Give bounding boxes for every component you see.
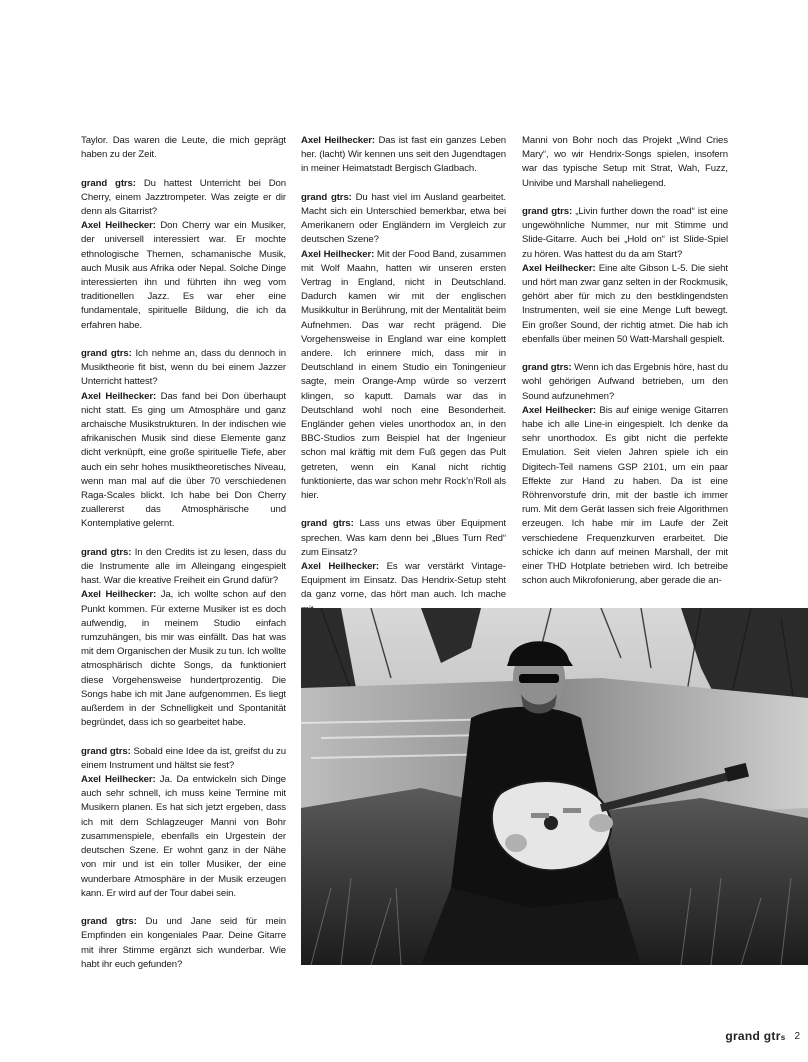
paragraph: Manni von Bohr noch das Projekt „Wind Cries Mary“, wo wir Hendrix-Songs spielen, insofern war das typische Setup mit Strat, Wah, Fuzz, Univibe und Marshall naheliegend. bbox=[522, 135, 728, 189]
answer-text: Mit der Food Band, zusammen mit Wolf Maahn, hatten wir unseren ersten Vertrag in England, nicht in Deutschland. Dadurch kamen wir mit der englischen Musikkultur in Berührung, mit der Mentalität beim Aufnehmen. Das war recht prägend. Die Vorgehensweise in England war eine komplett andere. Ich erinnere mich, dass mir in Deutschland in einem Studio ein Toningenieur sagte, mein Orange-Amp würde so verzerrt klingen, so kaputt. Damals war das in Deutschland wohl noch eine Besonderheit. Engländer gehen vieles unorthodox an, in den BBC-Studios zum Beispiel hat der Ingenieur schon mal kräftig mit dem Fuß gegen das Pult getreten, wenn ein Kanal nicht richtig funktionierte, das war schon mehr Rock’n’Roll als hier. bbox=[301, 248, 506, 502]
interview-block bbox=[301, 134, 506, 177]
answer-text: Bis auf einige wenige Gitarren habe ich alle Line-in eingespielt. Ich denke da sehr unorthodox. Es gibt nicht die perfekte Emulation. Seit vielen Jahren spiele ich ein Digitech-Teil namens GSP 2101, um ein paar Effekte zur Hand zu haben. Da ist eine Röhrenvorstufe drin, mit der bastle ich immer rum. Mit dem Gerät lassen sich freie Algorithmen erzeugen. Ich habe mir im Laufe der Zeit verschiedene Frequenzkurven erarbeitet. Die schicke ich dann auf meinen Marshall, der mit einer THD Hotplate betrieben wird. Ich betreibe schon auch Mikrofonierung, aber gerade die an- bbox=[522, 404, 728, 587]
question-text: Du hattest Unterricht bei Don Cherry, einem Jazztrompeter. Was zeigte er dir denn als Gitarrist? bbox=[81, 177, 286, 217]
interviewer-label: grand gtrs: bbox=[301, 191, 352, 203]
question-text: Sobald eine Idee da ist, greifst du zu einem Instrument und hältst sie fest? bbox=[81, 745, 286, 771]
interviewer-label: grand gtrs: bbox=[81, 348, 132, 360]
interview-block bbox=[81, 546, 286, 731]
question-text: Ich nehme an, dass du dennoch in Musiktheorie fit bist, wenn du bei einem Jazzer Unterricht hattest? bbox=[81, 348, 286, 388]
interviewer-label: grand gtrs: bbox=[81, 177, 136, 189]
interviewer-label: grand gtrs: bbox=[522, 206, 573, 217]
magazine-logo: grand gtrs bbox=[725, 1029, 786, 1043]
guitarist-photo bbox=[301, 608, 808, 965]
answer-text: Das fand bei Don überhaupt nicht statt. Es ging um Atmosphäre und ganz archaische Musikstrukturen. In der indischen wie afrikanischen Musik sind diese Elemente ganz dicht verknüpft, eine große spirituelle Tiefe, aber auch ein sehr hohes musiktheoretisches Niveau, wenn man mal auf die über 70 verschiedenen Raga-Scales blickt. Ich habe bei Don Cherry zuallererst das Atmosphärische und Kontemplative gelernt. bbox=[81, 390, 286, 530]
answer-text: Es war verstärkt Vintage-Equipment im Einsatz. Das Hendrix-Setup steht da ganz vorne, das hört man auch. Ich mache bbox=[301, 561, 506, 601]
interviewee-label: Axel Heilhecker: bbox=[301, 561, 380, 573]
article-column-1 bbox=[81, 134, 286, 986]
question-text: Wenn ich das Ergebnis höre, hast du wohl gehörigen Aufwand betrieben, um den Sound aufzunehmen? bbox=[522, 362, 728, 402]
interviewer-label: grand gtrs: bbox=[81, 546, 132, 558]
article-column-2 bbox=[301, 134, 506, 631]
answer-text: Ja. Da entwickeln sich Dinge auch sehr schnell, ich muss keine Termine mit Musikern planen. Es hat sich jetzt ergeben, dass ich mit dem Schlagzeuger Manni von Bohr zusammenspiele, ebenfalls ein Urgestein der deutschen Szene. Er wohnt ganz in der Nähe von mir und ist ein toller Musiker, der eine wunderbare Atmosphäre in der Musik erzeugen kann. Er wird auf der Tour dabei sein. bbox=[81, 774, 286, 899]
interview-block bbox=[522, 361, 728, 588]
question-text: Du hast viel im Ausland gearbeitet. Macht sich ein Unterschied bemerkbar, etwa bei Amerikanern oder Engländern im Vergleich zur deutschen Szene? bbox=[301, 191, 506, 246]
interviewee-label: Axel Heilhecker: bbox=[81, 220, 156, 232]
question-text: „Livin further down the road“ ist eine ungewöhnliche Nummer, nur mit Stimme und Slide-Gitarre. Auch bei „Hold on“ ist Slide-Spiel zu hören. Was hattest du da am Start? bbox=[522, 206, 728, 260]
interview-block bbox=[81, 745, 286, 901]
answer-text: Ja, ich wollte schon auf den Punkt kommen. Für externe Musiker ist es doch aufwendig, in meinem Studio einfach rumzuhängen, bis mir was einfällt. Das hat was mit dem Organischen der Musik zu tun. Ich wollte atmosphärisch dichte Songs, da funktioniert diese Vorgehensweise hundertprozentig. Die Songs habe ich mit Jane aufgenommen. Es liegt außerdem in der Schnelligkeit und Spontanität begründet, dass ich so gearbeitet habe. bbox=[81, 589, 286, 729]
question-text: In den Credits ist zu lesen, dass du die Instrumente alle im Alleingang eingespielt hast. War die kreative Freiheit ein Grund dafür? bbox=[81, 546, 287, 587]
interviewer-label: grand gtrs: bbox=[81, 916, 137, 928]
interview-block bbox=[522, 205, 728, 347]
answer-text: Das ist fast ein ganzes Leben her. (lacht) Wir kennen uns seit den Jugendtagen in meiner Heimatstadt Bergisch Gladbach. bbox=[301, 135, 506, 175]
page-number: 2 bbox=[794, 1030, 800, 1042]
interviewee-label: Axel Heilhecker: bbox=[81, 390, 157, 402]
interviewer-label: grand gtrs: bbox=[301, 518, 354, 530]
question-text: Du und Jane seid für mein Empfinden ein kongeniales Paar. Deine Gitarre mit ihrer Stimme ergänzt sich wunderbar. Wie habt ihr euch gefunden? bbox=[81, 916, 286, 970]
interview-block bbox=[301, 191, 506, 503]
interviewer-label: grand gtrs: bbox=[522, 362, 572, 374]
interviewee-label: Axel Heilhecker: bbox=[81, 589, 157, 601]
interview-block bbox=[81, 347, 286, 532]
interviewee-label: Axel Heilhecker: bbox=[301, 248, 375, 260]
photo-illustration bbox=[301, 608, 808, 965]
interview-block bbox=[301, 517, 506, 616]
question-text: Lass uns etwas über Equipment sprechen. Was kam denn bei „Blues Turn Red“ zum Einsatz? bbox=[301, 518, 506, 558]
answer-text: Don Cherry war ein Musiker, der universell interessiert war. Er mochte ethnologische Themen, schamanische Musik, auch Musik aus Afrika oder Nepal. Solche Dinge interessierten ihn und führten ihn weg vom traditionellen Jazz. Es war eher eine fundamentale, spirituelle Bildung, die ich da erfahren habe. bbox=[81, 220, 286, 331]
interviewee-label: Axel Heilhecker: bbox=[81, 774, 156, 786]
interviewee-label: Axel Heilhecker: bbox=[301, 135, 375, 146]
paragraph: Taylor. Das waren die Leute, die mich geprägt haben zu der Zeit. bbox=[81, 135, 286, 161]
interview-block bbox=[81, 177, 286, 333]
interviewee-label: Axel Heilhecker: bbox=[522, 404, 596, 416]
interviewer-label: grand gtrs: bbox=[81, 745, 131, 757]
page-footer bbox=[680, 1028, 800, 1044]
answer-text: Eine alte Gibson L-5. Die sieht und hört man zwar ganz selten in der Rockmusik, gehört aber für mich zu den bestklingendsten Instrumenten, weil sie eine Menge Luft bewegt. Ein großer Sound, der richtig atmet. Die hab ich ebenfalls über meinen 50 Watt-Marshall gespielt. bbox=[522, 262, 728, 345]
interviewee-label: Axel Heilhecker: bbox=[522, 262, 596, 274]
interview-block bbox=[81, 915, 286, 972]
article-column-3 bbox=[522, 134, 728, 603]
